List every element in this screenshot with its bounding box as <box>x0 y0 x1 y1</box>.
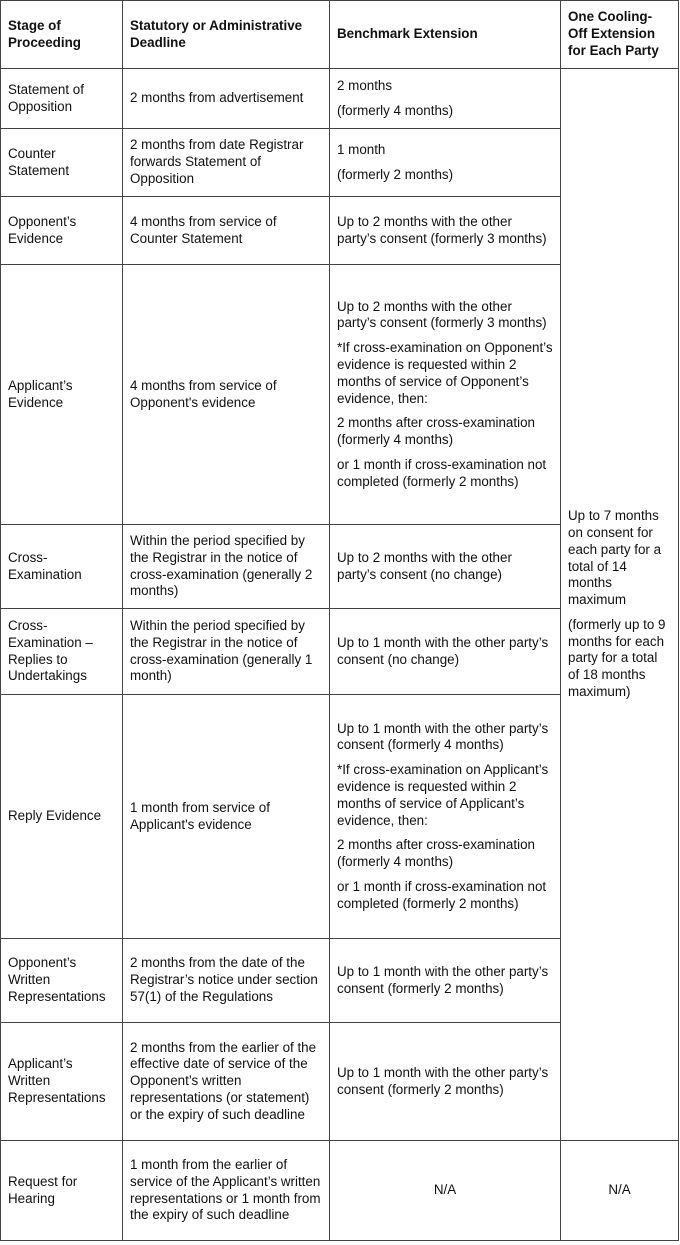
deadline-cell: 2 months from the date of the Registrar’s notice under section 57(1) of the Regulations <box>123 939 330 1023</box>
benchmark-cell <box>330 197 561 265</box>
benchmark-text: *If cross-examination on Applicant’s evidence is requested within 2 months of service of Applicant’s evidence, then: <box>337 762 549 828</box>
benchmark-text: 2 months after cross-examination (formerly 4 months) <box>337 415 535 448</box>
deadline-cell: 1 month from the earlier of service of the Applicant’s written representations or 1 month from the expiry of such deadline <box>123 1141 330 1241</box>
benchmark-cell <box>330 939 561 1023</box>
stage-cell: Applicant’s Written Representations <box>1 1023 123 1141</box>
benchmark-text: or 1 month if cross-examination not completed (formerly 2 months) <box>337 456 547 489</box>
benchmark-cell <box>330 129 561 197</box>
header-cooling-off: One Cooling-Off Extension for Each Party <box>561 1 679 69</box>
stage-cell: Cross-Examination <box>1 525 123 609</box>
benchmark-text: (formerly 4 months) <box>337 102 454 118</box>
deadline-cell: 4 months from service of Opponent's evidence <box>123 265 330 525</box>
benchmark-cell <box>330 265 561 525</box>
benchmark-cell <box>330 1023 561 1141</box>
cooling-off-cell: N/A <box>561 1141 679 1241</box>
stage-cell: Request for Hearing <box>1 1141 123 1241</box>
benchmark-text: 2 months <box>337 77 393 93</box>
table-row <box>1 1141 679 1241</box>
benchmark-cell <box>330 695 561 939</box>
benchmark-text: Up to 1 month with the other party’s consent (no change) <box>337 634 549 667</box>
stage-cell: Opponent’s Evidence <box>1 197 123 265</box>
stage-cell: Reply Evidence <box>1 695 123 939</box>
benchmark-cell: N/A <box>330 1141 561 1241</box>
deadline-cell: Within the period specified by the Registrar in the notice of cross-examination (generally 2 months) <box>123 525 330 609</box>
header-stage: Stage of Proceeding <box>1 1 123 69</box>
benchmark-cell <box>330 609 561 695</box>
deadline-cell: 2 months from date Registrar forwards Statement of Opposition <box>123 129 330 197</box>
stage-cell: Cross-Examination – Replies to Undertakings <box>1 609 123 695</box>
deadline-cell: 1 month from service of Applicant's evidence <box>123 695 330 939</box>
benchmark-text: Up to 2 months with the other party’s consent (no change) <box>337 549 512 582</box>
benchmark-text: Up to 2 months with the other party’s consent (formerly 3 months) <box>337 213 547 246</box>
benchmark-text: or 1 month if cross-examination not completed (formerly 2 months) <box>337 878 547 911</box>
deadline-cell: 2 months from advertisement <box>123 69 330 129</box>
benchmark-text: Up to 1 month with the other party’s consent (formerly 2 months) <box>337 1064 549 1097</box>
cooling-off-text: (formerly up to 9 months for each party for a total of 18 months maximum) <box>568 616 666 700</box>
stage-cell: Opponent’s Written Representations <box>1 939 123 1023</box>
deadline-cell: Within the period specified by the Registrar in the notice of cross-examination (generally 1 month) <box>123 609 330 695</box>
benchmark-text: 1 month <box>337 141 386 157</box>
benchmark-cell <box>330 525 561 609</box>
benchmark-text: 2 months after cross-examination (formerly 4 months) <box>337 837 535 870</box>
benchmark-text: *If cross-examination on Opponent’s evidence is requested within 2 months of service of Opponent’s evidence, then: <box>337 340 553 406</box>
stage-cell: Statement of Opposition <box>1 69 123 129</box>
cooling-off-text: Up to 7 months on consent for each party for a total of 14 months maximum <box>568 508 662 608</box>
benchmark-cell <box>330 69 561 129</box>
header-benchmark: Benchmark Extension <box>330 1 561 69</box>
benchmark-text: Up to 1 month with the other party’s consent (formerly 2 months) <box>337 963 549 996</box>
header-deadline: Statutory or Administrative Deadline <box>123 1 330 69</box>
stage-cell: Counter Statement <box>1 129 123 197</box>
stage-cell: Applicant’s Evidence <box>1 265 123 525</box>
cooling-off-cell <box>561 69 679 1141</box>
table-row <box>1 69 679 129</box>
benchmark-text: Up to 1 month with the other party’s consent (formerly 4 months) <box>337 720 549 753</box>
deadline-cell: 2 months from the earlier of the effective date of service of the Opponent’s written representations (or statement) or the expiry of such deadline <box>123 1023 330 1141</box>
benchmark-text: Up to 2 months with the other party’s consent (formerly 3 months) <box>337 298 547 331</box>
deadline-cell: 4 months from service of Counter Statement <box>123 197 330 265</box>
header-row <box>1 1 679 69</box>
benchmark-text: (formerly 2 months) <box>337 166 454 182</box>
